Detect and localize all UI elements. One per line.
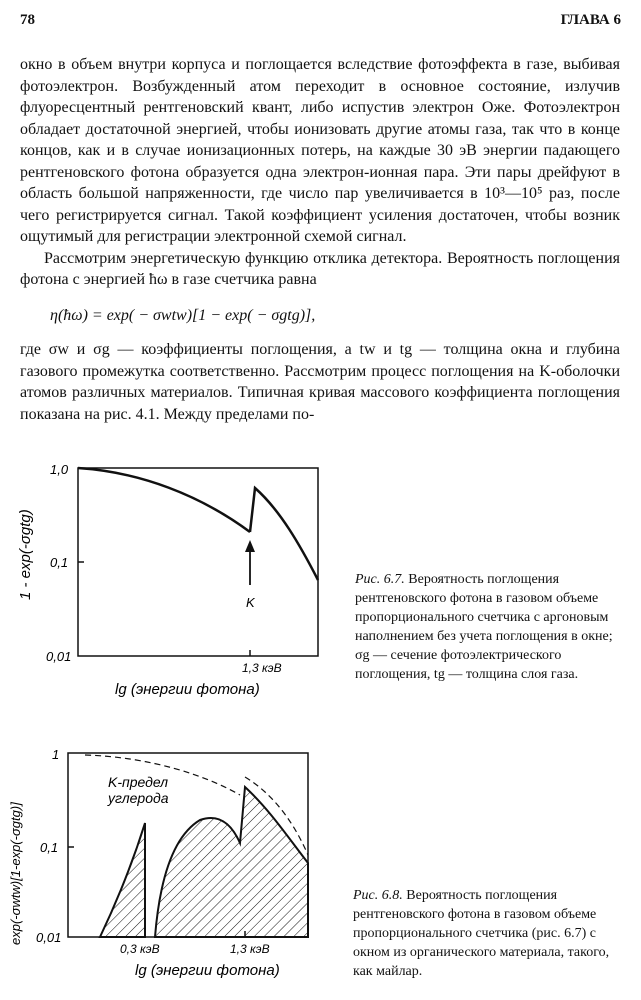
caption-fig-6-8 <box>353 886 615 981</box>
fig2-ytick-1: 1 <box>52 747 60 762</box>
formula: η(ħω) = exp( − σwtw)[1 − exp( − σgtg)], <box>50 307 316 324</box>
paragraph-1: окно в объем внутри корпуса и поглощается вследствие фотоэффекта в газе, выбивая фотоэлектрон. Возбужденный атом переходит в основное состояние, излучив флуоресцентный рентгеновский квант, либо испустив электрон Оже. Фотоэлектрон обладает достаточной энергией, чтобы ионизовать другие атомы газа, так что в конце концов, как и в случае ионизационных потерь, на каждые 30 эВ энергии падающего рентгеновского фотона образуется одна электрон-ионная пара. Эти пары дрейфуют в область большой напряженности, где число пар увеличивается в 10³—10⁵ раз, после чего регистрируется сигнал. Такой коэффициент усиления достаточен, чтобы возник ощутимый для регистрации электронной схемой сигнал. <box>20 56 620 245</box>
fig2-area-gas <box>155 787 308 937</box>
caption-label-6-7: Рис. 6.7. <box>355 572 405 587</box>
fig1-k-label: K <box>246 595 255 610</box>
figure-6-8 <box>0 735 340 985</box>
fig1-xlabel: lg (энергии фотона) <box>115 681 260 698</box>
fig1-ytick-3: 0,01 <box>46 649 72 664</box>
page-number: 78 <box>20 12 35 28</box>
fig2-annotation-2: углерода <box>108 790 169 806</box>
fig1-ytick-1: 1,0 <box>50 462 69 477</box>
fig2-annotation-1: K-предел <box>108 774 169 790</box>
caption-fig-6-7 <box>355 570 617 684</box>
fig1-k-arrowhead <box>245 540 255 552</box>
fig2-ylabel: exp(-σwtw)[1-exp(-σgtg)] <box>8 802 23 945</box>
figure-6-7 <box>0 450 340 710</box>
paragraph-3: где σw и σg — коэффициенты поглощения, а tw и tg — толщина окна и глубина газового промежутка соответственно. Рассмотрим процесс поглощения на K-оболочки атомов различных материалов. Типичная кривая массового коэффициента поглощения показана на рис. 4.1. Между пределами по- <box>20 341 620 423</box>
chapter-title: ГЛАВА 6 <box>560 12 621 28</box>
caption-text-6-7: Вероятность поглощения рентгеновского фотона в газовом объеме пропорционального счетчика с аргоновым наполнением без учета поглощения в окне; σg — сечение фотоэлектрического поглощения, tg — толщина слоя газа. <box>355 572 613 682</box>
caption-text-6-8: Вероятность поглощения рентгеновского фотона в газовом объеме пропорционального счетчика (рис. 6.7) с окном из органического материала, такого, как майлар. <box>353 888 610 979</box>
fig1-curve-low <box>78 468 250 532</box>
fig1-ytick-2: 0,1 <box>50 555 69 570</box>
fig2-area-window <box>100 823 145 937</box>
fig2-xlabel: lg (энергии фотона) <box>135 962 280 979</box>
fig1-k-edge <box>250 488 318 580</box>
fig2-ytick-3: 0,01 <box>36 930 62 945</box>
fig1-axes-frame <box>78 468 318 656</box>
fig2-xtick-2: 1,3 кэВ <box>230 942 270 956</box>
fig1-xtick: 1,3 кэВ <box>242 661 282 675</box>
text-block-1 <box>20 54 620 291</box>
fig2-xtick-1: 0,3 кэВ <box>120 942 160 956</box>
caption-label-6-8: Рис. 6.8. <box>353 888 403 903</box>
paragraph-2: Рассмотрим энергетическую функцию отклика детектора. Вероятность поглощения фотона с энергией ħω в газе счетчика равна <box>20 249 620 288</box>
fig1-ylabel: 1 - exp(-σgtg) <box>17 509 34 600</box>
fig2-ytick-2: 0,1 <box>40 840 59 855</box>
